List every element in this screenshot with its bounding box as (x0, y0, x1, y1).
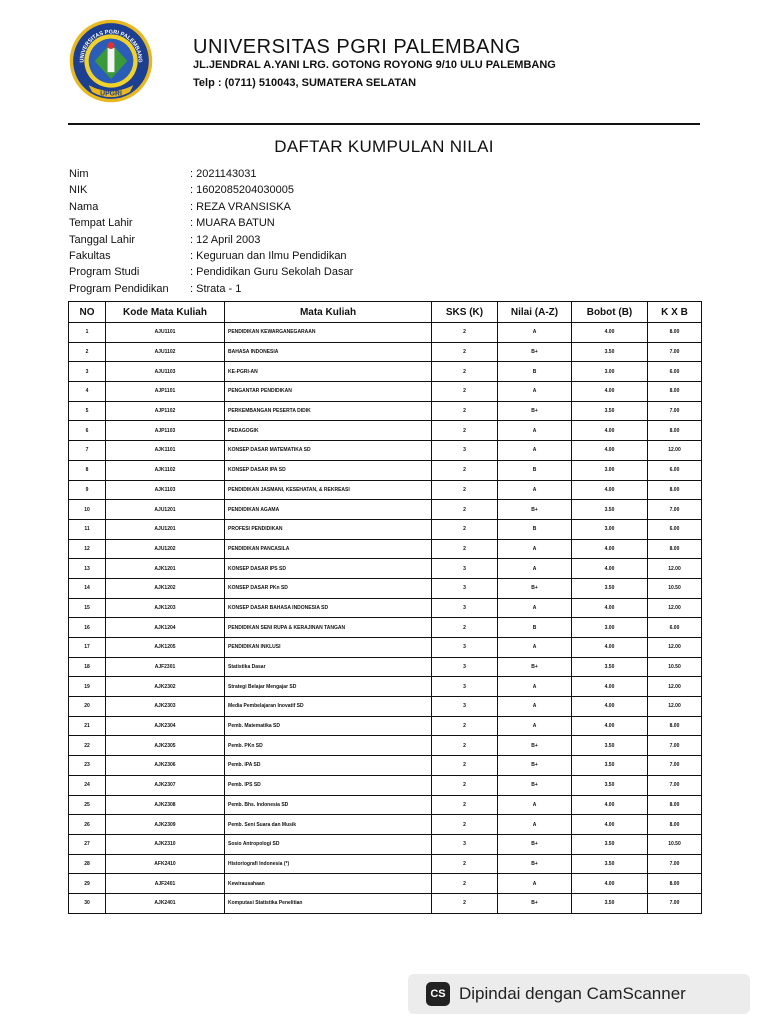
table-cell: 8.00 (648, 382, 702, 402)
table-cell: B+ (498, 854, 572, 874)
table-cell: 2 (432, 756, 498, 776)
table-cell: 3 (69, 362, 106, 382)
table-cell: PENDIDIKAN PANCASILA (225, 539, 432, 559)
table-cell: A (498, 559, 572, 579)
table-cell: 19 (69, 677, 106, 697)
table-cell: KONSEP DASAR IPS SD (225, 559, 432, 579)
table-cell: PENDIDIKAN INKLUSI (225, 638, 432, 658)
table-cell: 4 (69, 382, 106, 402)
info-value: : Strata - 1 (190, 282, 242, 295)
table-cell: KONSEP DASAR IPA SD (225, 460, 432, 480)
table-row (69, 657, 702, 677)
table-cell: 4.00 (572, 441, 648, 461)
table-cell: 12 (69, 539, 106, 559)
table-cell: 25 (69, 795, 106, 815)
table-cell: 7.00 (648, 736, 702, 756)
table-cell: Pemb. IPS SD (225, 775, 432, 795)
info-label: NIK (69, 184, 88, 197)
table-cell: 4.00 (572, 382, 648, 402)
table-row (69, 775, 702, 795)
table-cell: 2 (432, 500, 498, 520)
table-cell: A (498, 480, 572, 500)
table-cell: B+ (498, 775, 572, 795)
table-cell: 2 (432, 716, 498, 736)
table-cell: 6.00 (648, 362, 702, 382)
university-name: UNIVERSITAS PGRI PALEMBANG (193, 36, 521, 58)
table-cell: B+ (498, 342, 572, 362)
table-cell: 3.50 (572, 657, 648, 677)
table-cell: 8.00 (648, 421, 702, 441)
table-cell: AJK1102 (106, 460, 225, 480)
table-cell: 6 (69, 421, 106, 441)
table-cell: 2 (432, 401, 498, 421)
table-cell: 4.00 (572, 323, 648, 343)
table-cell: 7 (69, 441, 106, 461)
table-cell: 29 (69, 874, 106, 894)
table-cell: 8.00 (648, 539, 702, 559)
table-cell: Komputasi Statistika Penelitian (225, 893, 432, 913)
table-cell: 10.50 (648, 578, 702, 598)
table-cell: KONSEP DASAR BAHASA INDONESIA SD (225, 598, 432, 618)
table-cell: 5 (69, 401, 106, 421)
table-row (69, 795, 702, 815)
table-cell: 2 (69, 342, 106, 362)
table-row (69, 323, 702, 343)
table-cell: AJF2401 (106, 874, 225, 894)
table-cell: A (498, 598, 572, 618)
table-cell: 3 (432, 559, 498, 579)
table-row (69, 638, 702, 658)
table-cell: 15 (69, 598, 106, 618)
column-header: NO (69, 302, 106, 323)
table-cell: AJU1101 (106, 323, 225, 343)
table-row (69, 854, 702, 874)
info-value: : 1602085204030005 (190, 184, 294, 197)
table-cell: 8.00 (648, 795, 702, 815)
table-cell: 4.00 (572, 697, 648, 717)
table-cell: 23 (69, 756, 106, 776)
table-cell: Pemb. IPA SD (225, 756, 432, 776)
table-cell: A (498, 638, 572, 658)
table-cell: B (498, 519, 572, 539)
table-cell: AJU1202 (106, 539, 225, 559)
table-cell: A (498, 323, 572, 343)
table-cell: 12.00 (648, 697, 702, 717)
table-cell: 7.00 (648, 756, 702, 776)
table-cell: 3 (432, 441, 498, 461)
table-cell: 3.50 (572, 401, 648, 421)
table-cell: 8.00 (648, 815, 702, 835)
table-cell: 4.00 (572, 815, 648, 835)
table-cell: 3 (432, 834, 498, 854)
table-cell: AJK1205 (106, 638, 225, 658)
table-cell: 2 (432, 815, 498, 835)
camscanner-text: Dipindai dengan CamScanner (459, 984, 686, 1003)
table-row (69, 401, 702, 421)
table-cell: B+ (498, 401, 572, 421)
table-cell: 3.00 (572, 362, 648, 382)
table-cell: AJU1102 (106, 342, 225, 362)
table-cell: 24 (69, 775, 106, 795)
table-cell: 2 (432, 480, 498, 500)
info-value: : MUARA BATUN (190, 217, 275, 230)
table-cell: 3 (432, 598, 498, 618)
table-cell: Historiografi Indonesia (*) (225, 854, 432, 874)
table-cell: 8.00 (648, 874, 702, 894)
column-header: Mata Kuliah (225, 302, 432, 323)
column-header: Kode Mata Kuliah (106, 302, 225, 323)
table-row (69, 362, 702, 382)
table-cell: 1 (69, 323, 106, 343)
table-cell: 4.00 (572, 539, 648, 559)
table-cell: AFK2410 (106, 854, 225, 874)
table-cell: Pemb. Matematika SD (225, 716, 432, 736)
table-cell: 10 (69, 500, 106, 520)
camscanner-logo-icon: CS (426, 982, 450, 1006)
table-cell: 8.00 (648, 323, 702, 343)
table-row (69, 441, 702, 461)
table-cell: Pemb. PKn SD (225, 736, 432, 756)
table-row (69, 736, 702, 756)
table-row (69, 815, 702, 835)
table-cell: 2 (432, 539, 498, 559)
upgri-logo-icon (68, 18, 154, 104)
table-cell: 3 (432, 677, 498, 697)
table-cell: 3 (432, 578, 498, 598)
table-cell: 10.50 (648, 834, 702, 854)
table-cell: 3.50 (572, 854, 648, 874)
table-cell: A (498, 677, 572, 697)
table-cell: AJP1103 (106, 421, 225, 441)
table-cell: AJK2310 (106, 834, 225, 854)
info-label: Program Pendidikan (69, 282, 169, 295)
table-cell: PENDIDIKAN AGAMA (225, 500, 432, 520)
table-cell: 3 (432, 657, 498, 677)
table-cell: 2 (432, 519, 498, 539)
table-cell: B (498, 618, 572, 638)
table-row (69, 539, 702, 559)
table-row (69, 697, 702, 717)
info-label: Fakultas (69, 249, 111, 262)
table-row (69, 342, 702, 362)
table-cell: AJP1102 (106, 401, 225, 421)
table-cell: AJF2301 (106, 657, 225, 677)
table-cell: 2 (432, 893, 498, 913)
table-row (69, 677, 702, 697)
table-row (69, 519, 702, 539)
table-cell: B+ (498, 893, 572, 913)
table-row (69, 480, 702, 500)
table-cell: 4.00 (572, 638, 648, 658)
table-cell: PEDAGOGIK (225, 421, 432, 441)
column-header: Nilai (A-Z) (498, 302, 572, 323)
table-cell: Statistika Dasar (225, 657, 432, 677)
table-cell: AJK2308 (106, 795, 225, 815)
table-cell: 2 (432, 323, 498, 343)
university-phone: Telp : (0711) 510043, SUMATERA SELATAN (193, 77, 417, 89)
table-row (69, 559, 702, 579)
info-label: Nim (69, 168, 89, 180)
table-cell: 3 (432, 697, 498, 717)
table-cell: 3.50 (572, 775, 648, 795)
table-cell: AJK2306 (106, 756, 225, 776)
table-cell: 2 (432, 854, 498, 874)
table-cell: B+ (498, 736, 572, 756)
info-value: : 12 April 2003 (190, 233, 261, 246)
table-row (69, 578, 702, 598)
table-row (69, 756, 702, 776)
table-row (69, 893, 702, 913)
table-cell: 2 (432, 736, 498, 756)
table-cell: Strategi Belajar Mengajar SD (225, 677, 432, 697)
header-divider (68, 123, 700, 125)
table-cell: AJK2309 (106, 815, 225, 835)
table-cell: 7.00 (648, 893, 702, 913)
table-cell: 2 (432, 460, 498, 480)
table-cell: 7.00 (648, 854, 702, 874)
table-cell: B+ (498, 500, 572, 520)
table-cell: 4.00 (572, 716, 648, 736)
table-cell: 7.00 (648, 342, 702, 362)
table-cell: B+ (498, 578, 572, 598)
table-cell: 3.00 (572, 460, 648, 480)
table-row (69, 834, 702, 854)
logo-text-top: UNIVERSITAS PGRI PALEMBANG (79, 29, 143, 63)
table-cell: 26 (69, 815, 106, 835)
table-cell: AJK1103 (106, 480, 225, 500)
table-row (69, 382, 702, 402)
table-cell: KONSEP DASAR MATEMATIKA SD (225, 441, 432, 461)
table-cell: 12.00 (648, 598, 702, 618)
logo-text-bottom: UPGRI (100, 90, 122, 98)
table-cell: 3.50 (572, 756, 648, 776)
table-cell: 13 (69, 559, 106, 579)
table-cell: PENDIDIKAN KEWARGANEGARAAN (225, 323, 432, 343)
table-cell: A (498, 421, 572, 441)
table-cell: 27 (69, 834, 106, 854)
table-cell: 2 (432, 421, 498, 441)
table-cell: 4.00 (572, 480, 648, 500)
table-cell: 7.00 (648, 401, 702, 421)
table-cell: 2 (432, 795, 498, 815)
table-cell: Kewirausahaan (225, 874, 432, 894)
table-cell: B+ (498, 834, 572, 854)
table-cell: 6.00 (648, 519, 702, 539)
table-cell: PROFESI PENDIDIKAN (225, 519, 432, 539)
table-row (69, 874, 702, 894)
table-cell: 3.50 (572, 500, 648, 520)
table-cell: KE-PGRI-AN (225, 362, 432, 382)
table-cell: 3.50 (572, 834, 648, 854)
table-cell: AJK2401 (106, 893, 225, 913)
table-cell: AJK1203 (106, 598, 225, 618)
column-header: SKS (K) (432, 302, 498, 323)
table-cell: PERKEMBANGAN PESERTA DIDIK (225, 401, 432, 421)
info-label: Nama (69, 200, 99, 213)
table-cell: 10.50 (648, 657, 702, 677)
info-value: : Pendidikan Guru Sekolah Dasar (190, 266, 354, 279)
table-cell: Pemb. Bhs. Indonesia SD (225, 795, 432, 815)
table-cell: 8.00 (648, 480, 702, 500)
info-label: Program Studi (69, 266, 140, 279)
table-cell: PENDIDIKAN JASMANI, KESEHATAN, & REKREASI (225, 480, 432, 500)
table-cell: BAHASA INDONESIA (225, 342, 432, 362)
info-value: : REZA VRANSISKA (190, 200, 291, 213)
info-value: : 2021143031 (190, 168, 257, 180)
table-cell: 2 (432, 775, 498, 795)
table-row (69, 421, 702, 441)
table-row (69, 598, 702, 618)
table-cell: 2 (432, 618, 498, 638)
table-cell: 21 (69, 716, 106, 736)
table-cell: 12.00 (648, 677, 702, 697)
table-cell: 2 (432, 874, 498, 894)
table-cell: 18 (69, 657, 106, 677)
table-cell: 17 (69, 638, 106, 658)
document-title: DAFTAR KUMPULAN NILAI (274, 137, 494, 156)
table-row (69, 618, 702, 638)
table-cell: AJU1201 (106, 500, 225, 520)
table-cell: 3.50 (572, 736, 648, 756)
table-cell: B+ (498, 657, 572, 677)
table-cell: PENGANTAR PENDIDIKAN (225, 382, 432, 402)
table-cell: Pemb. Seni Suara dan Musik (225, 815, 432, 835)
table-cell: AJK1204 (106, 618, 225, 638)
table-cell: A (498, 539, 572, 559)
table-cell: A (498, 815, 572, 835)
table-cell: Sosio Antropologi SD (225, 834, 432, 854)
table-cell: 22 (69, 736, 106, 756)
table-row (69, 460, 702, 480)
table-cell: 7.00 (648, 775, 702, 795)
table-cell: A (498, 441, 572, 461)
table-cell: 30 (69, 893, 106, 913)
table-row (69, 500, 702, 520)
table-cell: A (498, 795, 572, 815)
column-header: K X B (648, 302, 702, 323)
table-cell: 3.50 (572, 342, 648, 362)
table-cell: AJU1103 (106, 362, 225, 382)
table-cell: 4.00 (572, 874, 648, 894)
table-cell: 4.00 (572, 598, 648, 618)
table-cell: 3.50 (572, 893, 648, 913)
table-cell: 4.00 (572, 677, 648, 697)
table-cell: 12.00 (648, 441, 702, 461)
info-label: Tanggal Lahir (69, 233, 136, 246)
table-cell: B+ (498, 756, 572, 776)
table-cell: 4.00 (572, 421, 648, 441)
table-cell: AJP1101 (106, 382, 225, 402)
table-cell: KONSEP DASAR PKn SD (225, 578, 432, 598)
table-cell: A (498, 382, 572, 402)
table-cell: 9 (69, 480, 106, 500)
university-address: JL.JENDRAL A.YANI LRG. GOTONG ROYONG 9/10 ULU PALEMBANG (193, 59, 556, 71)
table-cell: 3.00 (572, 618, 648, 638)
table-header-row (69, 302, 702, 323)
grades-table (68, 301, 702, 914)
table-cell: 3.50 (572, 578, 648, 598)
table-cell: B (498, 460, 572, 480)
table-cell: 11 (69, 519, 106, 539)
table-cell: 8 (69, 460, 106, 480)
table-cell: 12.00 (648, 638, 702, 658)
table-cell: 6.00 (648, 460, 702, 480)
table-cell: 2 (432, 362, 498, 382)
table-cell: A (498, 874, 572, 894)
table-cell: AJK1101 (106, 441, 225, 461)
table-cell: AJK2307 (106, 775, 225, 795)
table-cell: 16 (69, 618, 106, 638)
table-cell: PENDIDIKAN SENI RUPA & KERAJINAN TANGAN (225, 618, 432, 638)
table-cell: AJK2303 (106, 697, 225, 717)
column-header: Bobot (B) (572, 302, 648, 323)
table-cell: 3.00 (572, 519, 648, 539)
table-cell: 3 (432, 638, 498, 658)
table-cell: A (498, 716, 572, 736)
table-cell: AJK2302 (106, 677, 225, 697)
table-cell: 2 (432, 342, 498, 362)
table-cell: 4.00 (572, 559, 648, 579)
table-cell: 14 (69, 578, 106, 598)
table-cell: 4.00 (572, 795, 648, 815)
table-cell: A (498, 697, 572, 717)
table-cell: 6.00 (648, 618, 702, 638)
table-cell: AJK1201 (106, 559, 225, 579)
table-cell: B (498, 362, 572, 382)
table-cell: 20 (69, 697, 106, 717)
table-cell: AJK2304 (106, 716, 225, 736)
table-cell: AJK1202 (106, 578, 225, 598)
info-value: : Keguruan dan Ilmu Pendidikan (190, 249, 347, 262)
table-cell: AJU1201 (106, 519, 225, 539)
table-cell: AJK2305 (106, 736, 225, 756)
table-cell: 8.00 (648, 716, 702, 736)
info-label: Tempat Lahir (69, 217, 133, 230)
camscanner-badge (408, 974, 750, 1014)
table-row (69, 716, 702, 736)
table-cell: 7.00 (648, 500, 702, 520)
table-cell: 2 (432, 382, 498, 402)
table-cell: Media Pembelajaran Inovatif SD (225, 697, 432, 717)
table-cell: 28 (69, 854, 106, 874)
table-cell: 12.00 (648, 559, 702, 579)
